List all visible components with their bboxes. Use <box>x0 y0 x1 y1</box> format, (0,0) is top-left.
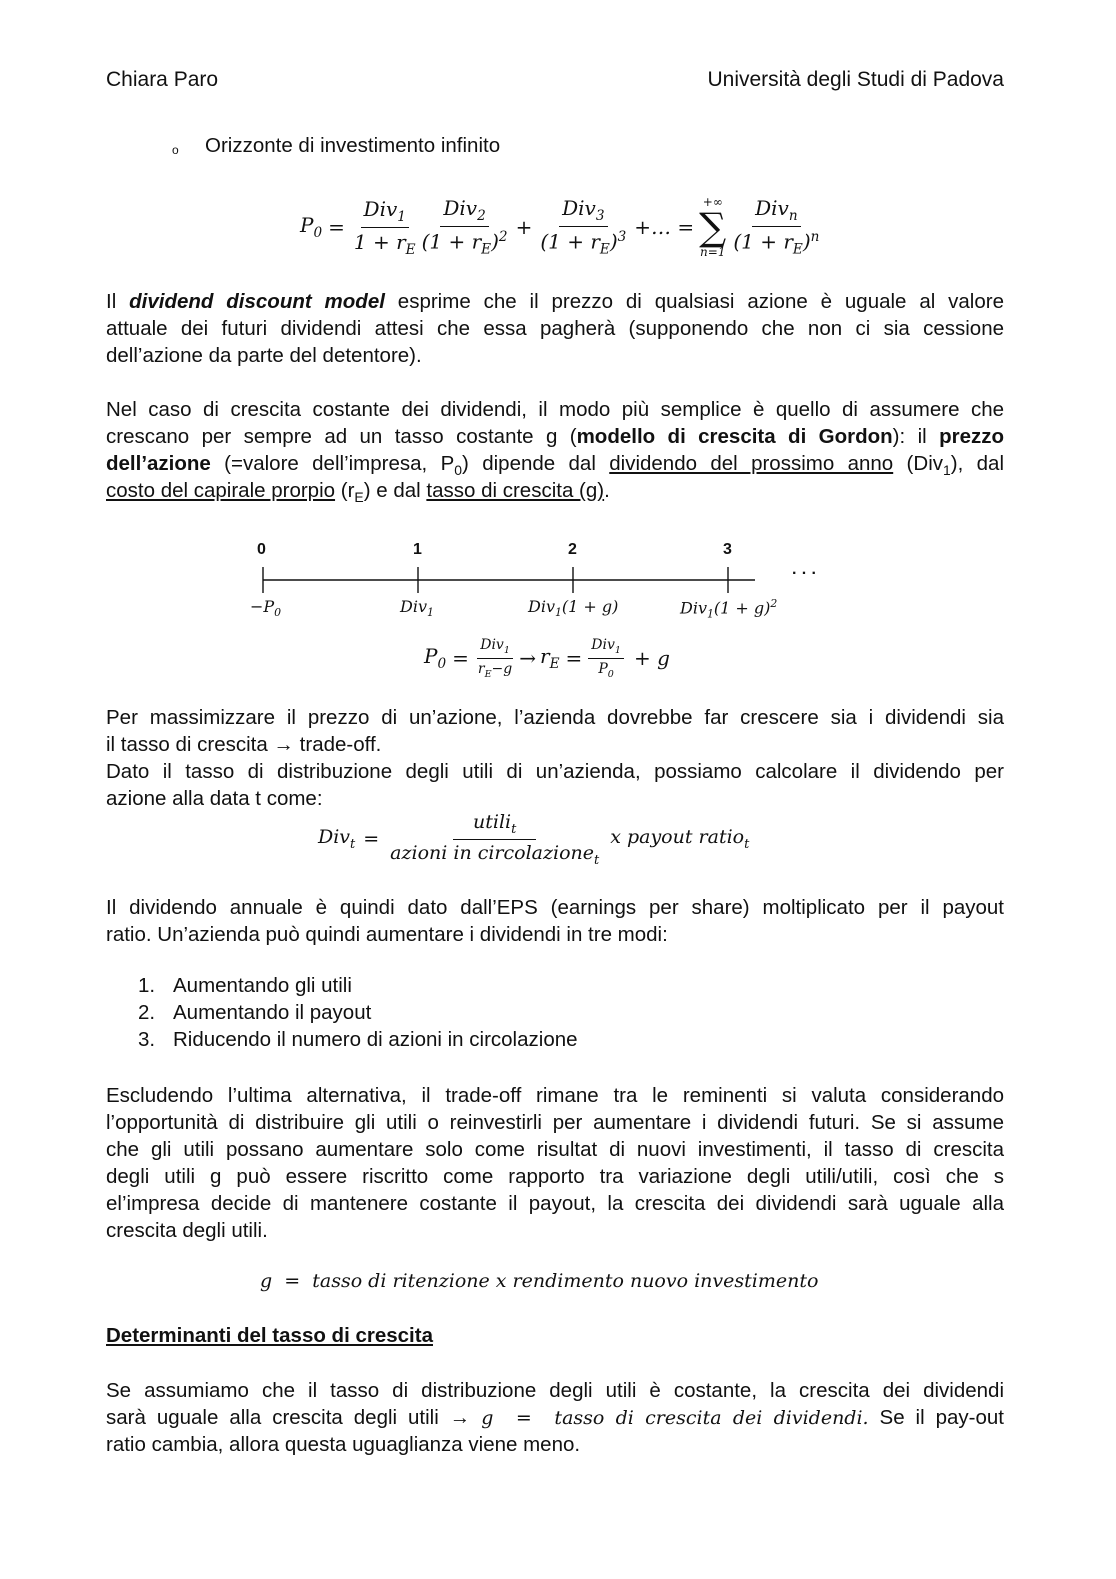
para3-line2: il tasso di crescita → trade-off. <box>106 733 382 756</box>
para5-line6: crescita degli utili. <box>106 1219 268 1242</box>
header-university: Università degli Studi di Padova <box>707 68 1004 91</box>
para6-line1: Se assumiamo che il tasso di distribuzione degli utili è costante, la crescita dei dividendi <box>106 1379 1004 1402</box>
bullet-text: Orizzonte di investimento infinito <box>205 134 501 157</box>
fraction-dividend-yield: $\frac{Div_1}{P_0}$ <box>588 637 624 680</box>
list-item: Aumentando gli utili <box>173 974 352 997</box>
cash-flow-timeline <box>230 535 850 630</box>
para1-line2: attuale dei futuri dividendi attesi che essa pagherà (supponendo che non ci sia cessione <box>106 317 1004 340</box>
fraction-div2: $\frac{Div_2}{(1 + r_E)^2}$ <box>421 196 508 258</box>
summation-symbol: +∞ ∑ n=1 <box>699 195 727 259</box>
list-item: Riducendo il numero di azioni in circolazione <box>173 1028 578 1051</box>
para5-line1: Escludendo l’ultima alternativa, il trade-off rimane tra le reminenti si valuta considerando <box>106 1084 1004 1107</box>
fraction-gordon: $\frac{Div_1}{r_E-g}$ <box>477 636 513 680</box>
list-item: Aumentando il payout <box>173 1001 372 1024</box>
para5-line2: l’opportunità di distribuire gli utili o reinvestirli per aumentare i dividendi futuri. Se si assume <box>106 1111 1004 1134</box>
para1-line3: dell’azione da parte del detentore). <box>106 344 422 367</box>
header-author: Chiara Paro <box>106 68 219 91</box>
period-label: 2 <box>568 541 577 558</box>
period-label: 1 <box>413 541 422 558</box>
para3-line4: azione alla data t come: <box>106 787 323 810</box>
para2-line1: Nel caso di crescita costante dei dividendi, il modo più semplice è quello di assumere che <box>106 398 1004 421</box>
section-heading: Determinanti del tasso di crescita <box>106 1324 433 1347</box>
formula-growth-rate: g = tasso di ritenzione x rendimento nuovo investimento <box>260 1270 819 1292</box>
formula-gordon: $P_0$ = $\frac{Div_1}{r_E-g}$ → $r_E$ = $\frac{Div_1}{P_0}$ + g <box>424 636 670 680</box>
list-item-number: 1. <box>138 974 156 997</box>
list-item-number: 3. <box>138 1028 156 1051</box>
para4-line1: Il dividendo annuale è quindi dato dall’EPS (earnings per share) moltiplicato per il payout <box>106 896 1004 919</box>
para3-line3: Dato il tasso di distribuzione degli utili di un’azienda, possiamo calcolare il dividendo per <box>106 760 1004 783</box>
para6-line2: sarà uguale alla crescita degli utili → g = tasso di crescita dei dividendi. Se il pay-out <box>106 1406 1004 1429</box>
para2-line3: dell’azione (=valore dell’impresa, $P_0$) dipende dal dividendo del prossimo anno (Div$_1$), dal <box>106 452 1004 479</box>
cash-flow-label: Div$_1$(1 + g) <box>528 597 619 620</box>
para2-line4: costo del capirale prorpio $(r_E)$ e dal tasso di crescita (g). <box>106 479 610 506</box>
cash-flow-label: $Div_1(1 + g)^2$ <box>680 597 778 621</box>
para1-line1: Il dividend discount model esprime che il prezzo di qualsiasi azione è uguale al valore <box>106 290 1004 313</box>
fraction-div1: $\frac{Div_1}{1 + r_E}$ <box>353 196 416 258</box>
para4-line2: ratio. Un’azienda può quindi aumentare i dividendi in tre modi: <box>106 923 668 946</box>
para5-line3: che gli utili possano aumentare solo come risultat di nuovi investimenti, il tasso di crescita <box>106 1138 1004 1161</box>
bullet-marker: o <box>172 143 179 157</box>
period-label: 0 <box>257 541 266 558</box>
list-item-number: 2. <box>138 1001 156 1024</box>
fraction-div3: $\frac{Div_3}{(1 + r_E)^3}$ <box>540 196 627 258</box>
para6-line3: ratio cambia, allora questa uguaglianza viene meno. <box>106 1433 581 1456</box>
period-label: 3 <box>723 541 732 558</box>
fraction-eps: $\frac{utili_t}{azioni in circolazione_t}$ <box>390 810 600 868</box>
formula-ddm: $P_0$ = $\frac{Div_1}{1 + r_E}$ $\frac{Div_2}{(1 + r_E)^2}$ + $\frac{Div_3}{(1 + r_E)^3}$ +… = +∞ ∑ n=1 $\frac{Div_n}{(1 + r_E)^n}$ <box>300 188 822 266</box>
para5-line5: el’impresa decide di mantenere costante il payout, la crescita dei dividendi sarà uguale alla <box>106 1192 1004 1215</box>
formula-lhs: $P_0$ <box>300 213 323 241</box>
cash-flow-label: $-P_0$ <box>250 597 282 620</box>
fraction-divn: $\frac{Div_n}{(1 + r_E)^n}$ <box>733 196 820 258</box>
formula-dividend-per-share: Div$_t$ = $\frac{utili_t}{azioni in circolazione_t}$ x payout ratio$_t$ <box>318 810 750 868</box>
para5-line4: degli utili g può essere riscritto come rapporto tra variazione degli utili/utili, così che s <box>106 1165 1004 1188</box>
cash-flow-label: Div$_1$ <box>400 597 434 620</box>
para2-line2: crescano per sempre ad un tasso costante g (modello di crescita di Gordon): il prezzo <box>106 425 1004 448</box>
timeline-ellipsis: · · · <box>792 565 817 582</box>
para3-line1: Per massimizzare il prezzo di un’azione, l’azienda dovrebbe far crescere sia i dividendi sia <box>106 706 1004 729</box>
